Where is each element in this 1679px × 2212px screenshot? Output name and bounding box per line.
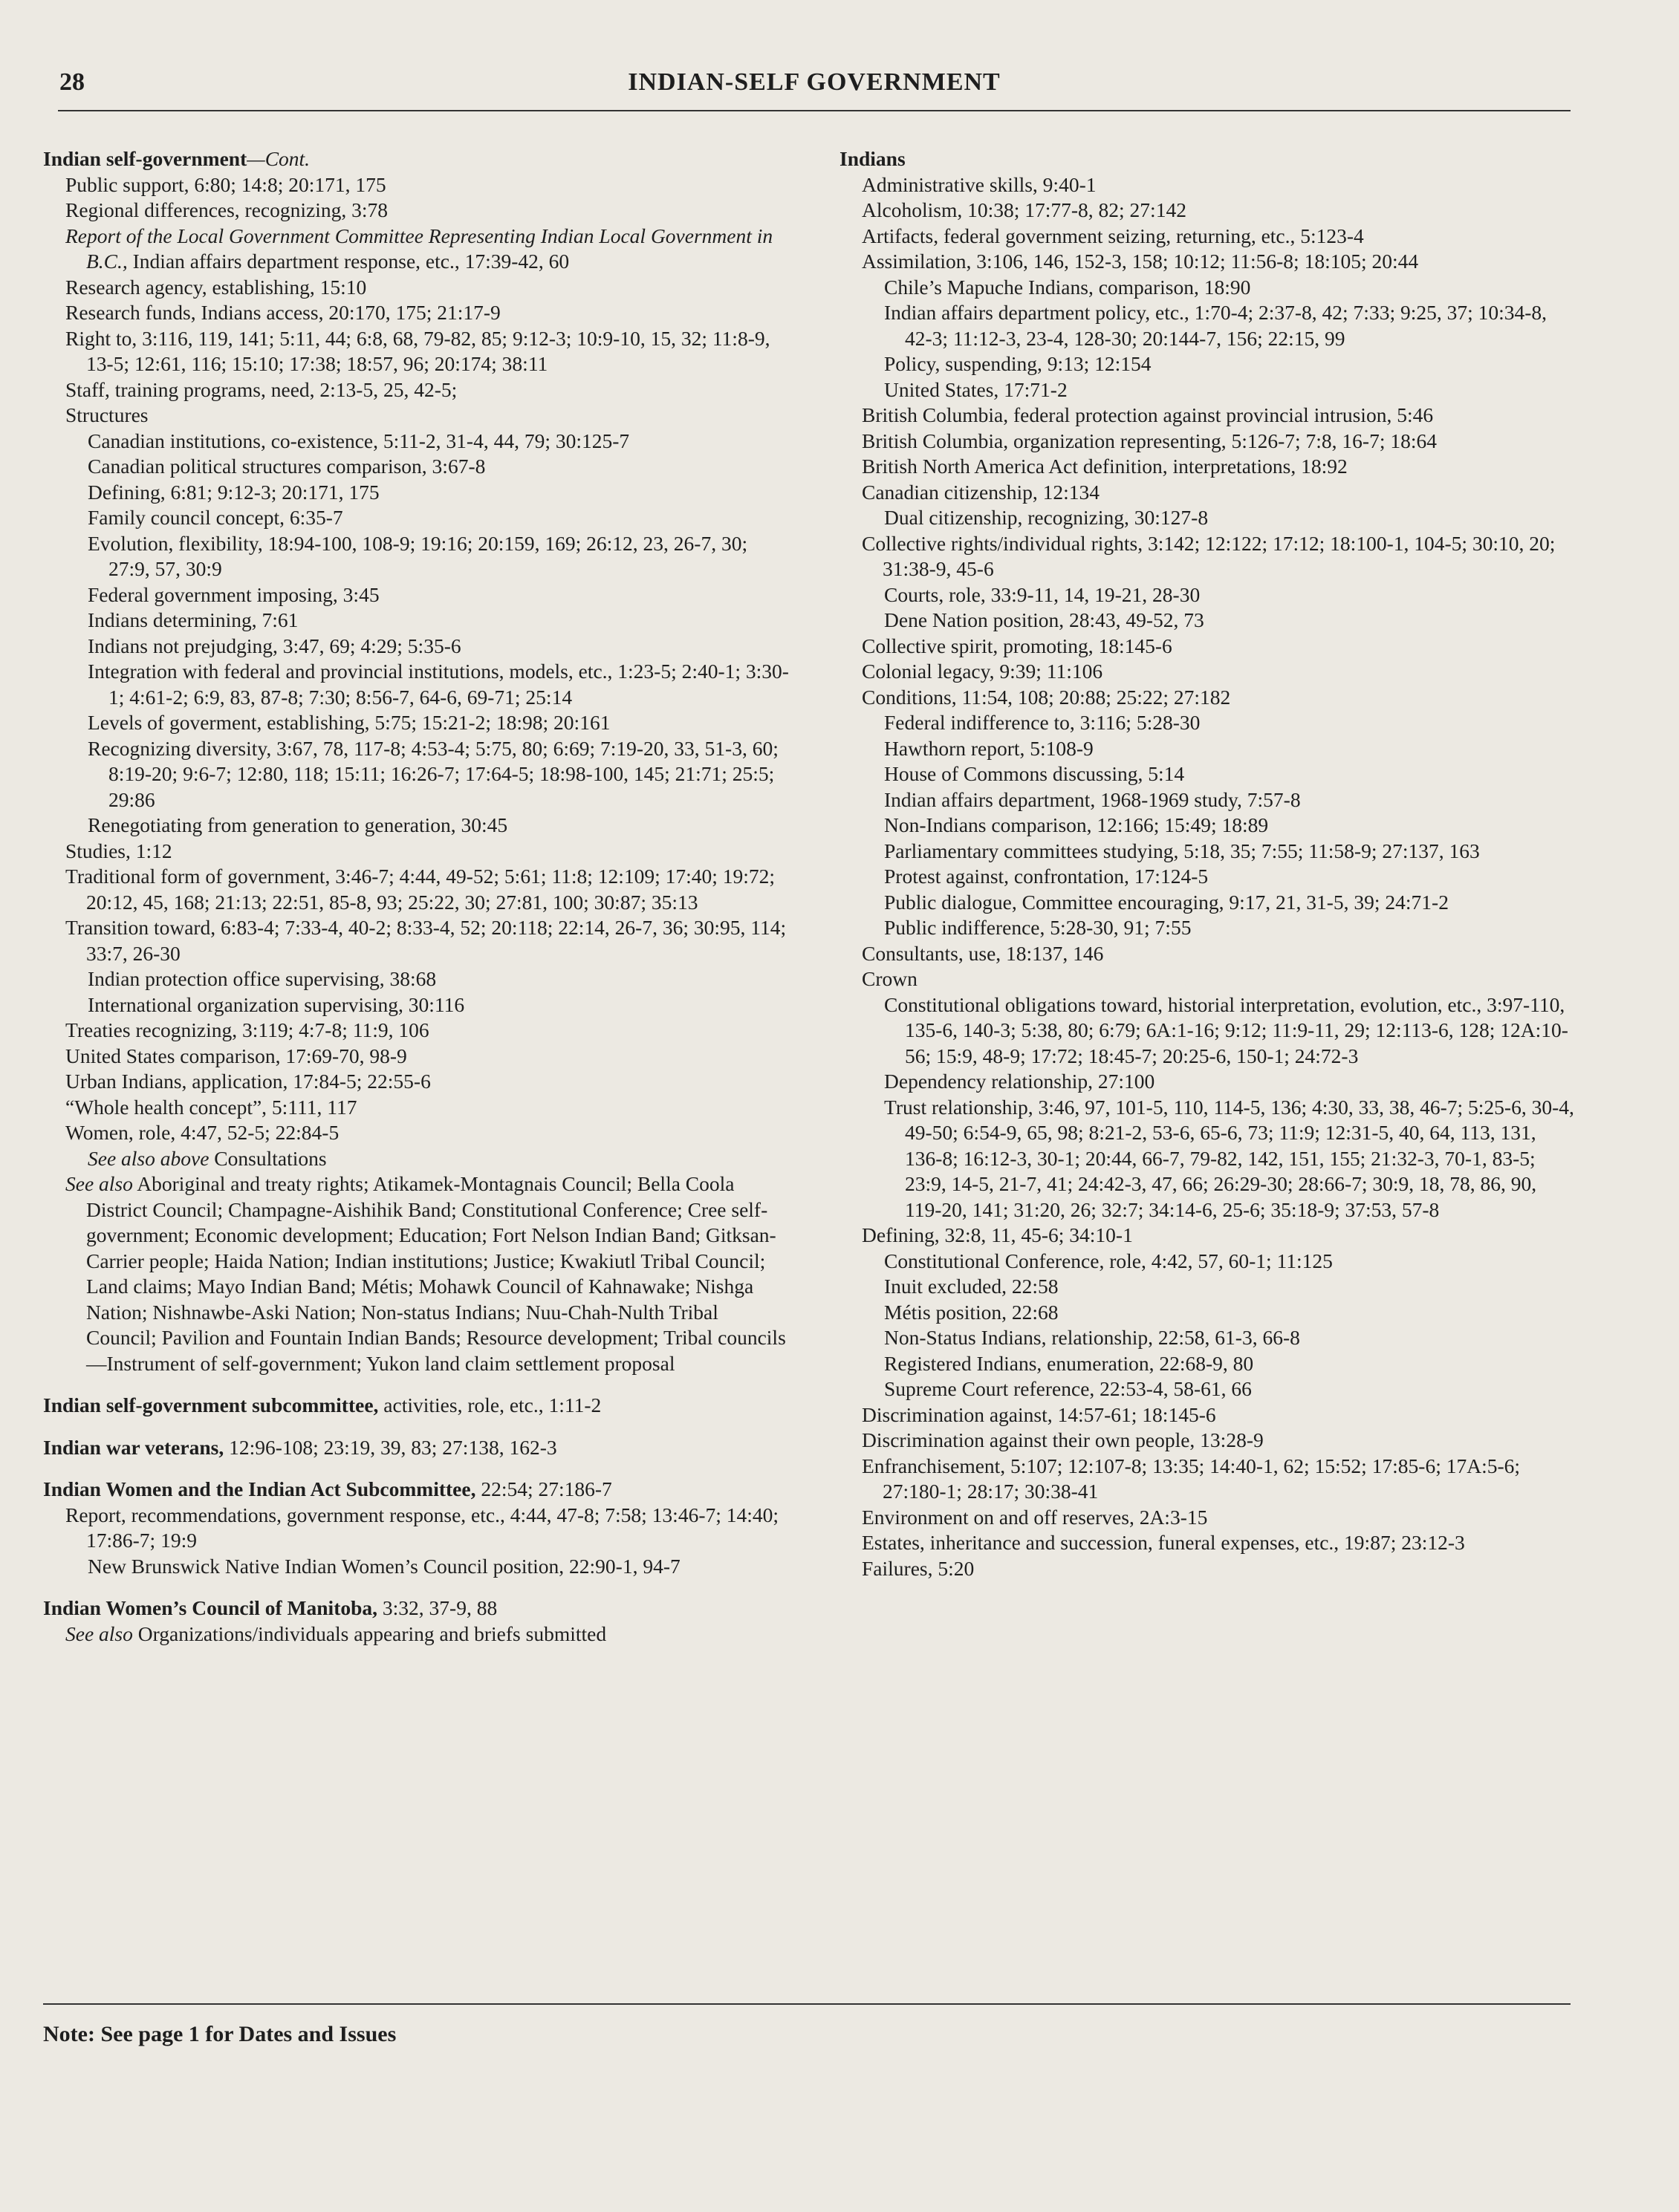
index-entry (839, 685, 1575, 711)
entry-text: Trust relationship, 3:46, 97, 101-5, 110, 114-5, 136; 4:30, 33, 38, 46-7; 5:25-6, 30-4, 49-50; 6:54-9, 65, 98; 8:21-2, 53-6, 65-6, 73; 11:9; 12:31-5, 40, 64, 113, 131, 136-8; 16:12-3, 30-1; 20:44, 66-7, 79-82, 142, 151, 155; 21:32-3, 70-1, 83-5; 23:9, 14-5, 21-7, 41; 24:42-3, 47, 66; 26:29-30; 28:66-7; 30:9, 18, 78, 86, 90, 119-20, 141; 31:20, 26; 32:7; 34:14-6, 25-6; 35:18-9; 37:53, 57-8 (884, 1095, 1574, 1221)
entry-text: Indians not prejudging, 3:47, 69; 4:29; 5:35-6 (88, 634, 461, 657)
entry-text: New Brunswick Native Indian Women’s Council position, 22:90-1, 94-7 (88, 1554, 681, 1578)
index-entry (839, 172, 1575, 198)
index-entry (839, 351, 1575, 377)
index-entry (839, 941, 1575, 967)
entry-text: Levels of goverment, establishing, 5:75; 15:21-2; 18:98; 20:161 (88, 711, 611, 734)
index-entry (839, 761, 1575, 787)
index-entry (43, 1018, 793, 1044)
index-entry (43, 480, 793, 506)
heading-term: Indian self-government (43, 147, 247, 170)
index-entry (43, 710, 793, 736)
entry-text: Federal government imposing, 3:45 (88, 582, 380, 606)
index-entry (839, 454, 1575, 480)
index-entry (839, 864, 1575, 890)
page-number: 28 (59, 68, 85, 96)
entry-text: Dene Nation position, 28:43, 49-52, 73 (884, 608, 1204, 631)
index-entry (839, 992, 1575, 1070)
index-entry (43, 1146, 793, 1172)
entry-text: International organization supervising, 30:116 (88, 992, 465, 1016)
entry-text: United States, 17:71-2 (884, 377, 1068, 401)
entry-text: Métis position, 22:68 (884, 1300, 1059, 1324)
index-entry (839, 710, 1575, 736)
entry-text: Supreme Court reference, 22:53-4, 58-61, 66 (884, 1377, 1252, 1400)
entry-text: Inuit excluded, 22:58 (884, 1275, 1059, 1298)
index-entry (839, 249, 1575, 275)
entry-text: Indians determining, 7:61 (88, 608, 299, 631)
left-index-column (43, 146, 793, 1647)
entry-text: Constitutional obligations toward, historial interpretation, evolution, etc., 3:97-110, 135-6, 140-3; 5:38, 80; 6:79; 6A:1-16; 9:12; 11:9-11, 29; 12:113-6, 128; 12A:10-56; 15:9, 48-9; 17:72; 18:45-7; 20:25-6, 150-1; 24:72-3 (884, 992, 1568, 1067)
entry-text: Protest against, confrontation, 17:124-5 (884, 865, 1209, 888)
heading-term: Indian self-government subcommittee, (43, 1393, 379, 1416)
index-entry (839, 480, 1575, 506)
index-entry (839, 505, 1575, 531)
entry-text: 22:54; 27:186-7 (475, 1477, 612, 1500)
index-entry (839, 659, 1575, 685)
heading-term: Indian war veterans, (43, 1435, 224, 1459)
entry-text: House of Commons discussing, 5:14 (884, 762, 1185, 785)
index-entry (839, 966, 1575, 992)
right-index-column (839, 146, 1575, 1581)
entry-text: Parliamentary committees studying, 5:18, 35; 7:55; 11:58-9; 27:137, 163 (884, 839, 1480, 862)
index-entry (839, 1402, 1575, 1428)
entry-text: Indian affairs department, 1968-1969 study, 7:57-8 (884, 787, 1301, 811)
index-entry (839, 813, 1575, 839)
index-entry (43, 275, 793, 301)
entry-text: Registered Indians, enumeration, 22:68-9, 80 (884, 1351, 1254, 1375)
index-entry (839, 1223, 1575, 1249)
index-heading (43, 1393, 793, 1419)
entry-text: Indian affairs department policy, etc., 1:70-4; 2:37-8, 42; 7:33; 9:25, 37; 10:34-8, 42-3; 11:12-3, 23-4, 128-30; 20:144-7, 156; 22:15, 99 (884, 301, 1548, 350)
entry-text: Women, role, 4:47, 52-5; 22:84-5 (65, 1121, 340, 1144)
index-entry (839, 1556, 1575, 1582)
index-entry (839, 582, 1575, 608)
entry-text: Evolution, flexibility, 18:94-100, 108-9; 19:16; 20:159, 169; 26:12, 23, 26-7, 30; 27:9, 57, 30:9 (88, 531, 748, 580)
index-entry (43, 659, 793, 710)
entry-text: Regional differences, recognizing, 3:78 (65, 198, 388, 221)
entry-text: Urban Indians, application, 17:84-5; 22:55-6 (65, 1070, 431, 1093)
entry-text: United States comparison, 17:69-70, 98-9 (65, 1044, 407, 1067)
index-entry (43, 864, 793, 915)
entry-text: Crown (862, 967, 918, 990)
index-entry (43, 966, 793, 992)
index-entry (839, 300, 1575, 351)
entry-text: Defining, 32:8, 11, 45-6; 34:10-1 (862, 1223, 1133, 1246)
heading-continuation: —Cont. (247, 147, 311, 170)
entry-text: Dual citizenship, recognizing, 30:127-8 (884, 506, 1209, 529)
index-entry (839, 1505, 1575, 1531)
entry-text: Discrimination against their own people, 13:28-9 (862, 1428, 1264, 1451)
entry-text: Studies, 1:12 (65, 839, 172, 862)
index-entry (839, 1249, 1575, 1275)
index-entry (839, 890, 1575, 916)
index-entry (839, 275, 1575, 301)
index-entry (839, 1530, 1575, 1556)
index-entry (839, 608, 1575, 634)
index-entry (839, 915, 1575, 941)
entry-text: Canadian citizenship, 12:134 (862, 480, 1100, 504)
entry-text: Hawthorn report, 5:108-9 (884, 736, 1094, 760)
entry-text: Public indifference, 5:28-30, 91; 7:55 (884, 916, 1192, 939)
entry-text: Collective spirit, promoting, 18:145-6 (862, 634, 1172, 657)
index-entry (43, 608, 793, 634)
index-entry (839, 1095, 1575, 1223)
entry-text: Consultants, use, 18:137, 146 (862, 941, 1104, 965)
index-entry (839, 787, 1575, 813)
entry-text: Non-Status Indians, relationship, 22:58, 61-3, 66-8 (884, 1326, 1300, 1349)
index-entry (839, 736, 1575, 762)
entry-text: Canadian institutions, co-existence, 5:11-2, 31-4, 44, 79; 30:125-7 (88, 429, 630, 452)
index-entry (43, 377, 793, 403)
index-entry (839, 1454, 1575, 1505)
entry-text: Public dialogue, Committee encouraging, 9:17, 21, 31-5, 39; 24:71-2 (884, 890, 1449, 914)
heading-term: Indian Women’s Council of Manitoba, (43, 1596, 378, 1619)
entry-text: Aboriginal and treaty rights; Atikamek-Montagnais Council; Bella Coola District Council; Champagne-Aishihik Band; Constitutional Conference; Cree self-government; Economic development; Education; Fort Nelson Indian Band; Gitksan-Carrier people; Haida Nation; Indian institutions; Justice; Kwakiutl Tribal Council; Land claims; Mayo Indian Band; Métis; Mohawk Council of Kahnawake; Nishga Nation; Nishnawbe-Aski Nation; Non-status Indians; Nuu-Chah-Nulth Tribal Council; Pavilion and Fountain Indian Bands; Resource development; Tribal councils —Instrument of self-government; Yukon land claim settlement proposal (86, 1172, 786, 1375)
index-entry (839, 1300, 1575, 1326)
index-entry (43, 582, 793, 608)
index-entry (43, 1044, 793, 1070)
index-entry (839, 1069, 1575, 1095)
index-entry (43, 198, 793, 224)
entry-text: Traditional form of government, 3:46-7; 4:44, 49-52; 5:61; 11:8; 12:109; 17:40; 19:72; 20:12, 45, 168; 21:13; 22:51, 85-8, 93; 25:22, 30; 27:81, 100; 30:87; 35:13 (65, 865, 776, 914)
index-entry (839, 634, 1575, 660)
index-entry (43, 1095, 793, 1121)
entry-text: British North America Act definition, interpretations, 18:92 (862, 455, 1348, 478)
entry-text: Family council concept, 6:35-7 (88, 506, 343, 529)
entry-text: Colonial legacy, 9:39; 11:106 (862, 660, 1103, 683)
index-heading (43, 1477, 793, 1503)
entry-text: Indian protection office supervising, 38:68 (88, 967, 437, 990)
index-heading (43, 146, 793, 172)
entry-text: Indian affairs department response, etc., 17:39-42, 60 (127, 250, 570, 273)
page-title: INDIAN-SELF GOVERNMENT (628, 68, 1001, 96)
index-entry (839, 1428, 1575, 1454)
entry-text: Research agency, establishing, 15:10 (65, 275, 367, 299)
index-entry (43, 300, 793, 326)
entry-text: Structures (65, 403, 149, 426)
index-entry (839, 1274, 1575, 1300)
index-entry (43, 634, 793, 660)
entry-text: British Columbia, organization representing, 5:126-7; 7:8, 16-7; 18:64 (862, 429, 1437, 452)
index-entry (43, 915, 793, 966)
index-entry (43, 839, 793, 865)
italic-reference: See also (65, 1621, 133, 1645)
entry-text: Treaties recognizing, 3:119; 4:7-8; 11:9, 106 (65, 1018, 429, 1041)
italic-reference: Report of the Local Government Committee Representing Indian Local Government in B.C., (65, 224, 773, 273)
entry-text: Renegotiating from generation to generation, 30:45 (88, 813, 508, 836)
index-entry (839, 377, 1575, 403)
entry-text: Conditions, 11:54, 108; 20:88; 25:22; 27:182 (862, 685, 1231, 709)
index-entry (43, 736, 793, 813)
index-entry (43, 1171, 793, 1376)
entry-text: Assimilation, 3:106, 146, 152-3, 158; 10:12; 11:56-8; 18:105; 20:44 (862, 250, 1419, 273)
entry-text: Defining, 6:81; 9:12-3; 20:171, 175 (88, 480, 380, 504)
heading-term: Indian Women and the Indian Act Subcommittee, (43, 1477, 476, 1500)
entry-text: Right to, 3:116, 119, 141; 5:11, 44; 6:8, 68, 79-82, 85; 9:12-3; 10:9-10, 15, 32; 11:8-9, 13-5; 12:61, 116; 15:10; 17:38; 18:57, 96; 20:174; 38:11 (65, 326, 770, 375)
index-entry (839, 224, 1575, 250)
index-entry (43, 172, 793, 198)
index-entry (839, 403, 1575, 429)
footer-rule (43, 2003, 1571, 2005)
entry-text: Collective rights/individual rights, 3:142; 12:122; 17:12; 18:100-1, 104-5; 30:10, 20; 31:38-9, 45-6 (862, 531, 1556, 580)
entry-text: 12:96-108; 23:19, 39, 83; 27:138, 162-3 (224, 1435, 557, 1459)
index-entry (839, 531, 1575, 582)
entry-text: “Whole health concept”, 5:111, 117 (65, 1095, 357, 1119)
index-entry (839, 198, 1575, 224)
index-entry (43, 505, 793, 531)
index-entry (43, 1069, 793, 1095)
footer-note: Note: See page 1 for Dates and Issues (43, 2022, 397, 2046)
page-header (58, 68, 1571, 111)
italic-reference: See also above (88, 1146, 210, 1170)
index-entry (43, 326, 793, 377)
index-entry (43, 992, 793, 1018)
entry-text: Estates, inheritance and succession, funeral expenses, etc., 19:87; 23:12-3 (862, 1531, 1465, 1554)
index-entry (43, 1503, 793, 1554)
entry-text: Dependency relationship, 27:100 (884, 1070, 1155, 1093)
entry-text: Environment on and off reserves, 2A:3-15 (862, 1505, 1208, 1529)
entry-text: 3:32, 37-9, 88 (377, 1596, 498, 1619)
entry-text: Courts, role, 33:9-11, 14, 19-21, 28-30 (884, 582, 1201, 606)
entry-text: British Columbia, federal protection against provincial intrusion, 5:46 (862, 403, 1434, 426)
entry-text: Public support, 6:80; 14:8; 20:171, 175 (65, 172, 386, 196)
index-entry (43, 1554, 793, 1580)
index-entry (839, 839, 1575, 865)
index-entry (43, 454, 793, 480)
entry-text: Policy, suspending, 9:13; 12:154 (884, 352, 1152, 375)
entry-text: Alcoholism, 10:38; 17:77-8, 82; 27:142 (862, 198, 1186, 221)
entry-text: Recognizing diversity, 3:67, 78, 117-8; 4:53-4; 5:75, 80; 6:69; 7:19-20, 33, 51-3, 60; 8:19-20; 9:6-7; 12:80, 118; 15:11; 16:26-7; 17:64-5; 18:98-100, 145; 21:71; 25:5; 29:86 (88, 736, 779, 811)
entry-text: activities, role, etc., 1:11-2 (378, 1393, 602, 1416)
index-entry (43, 224, 793, 275)
entry-text: Discrimination against, 14:57-61; 18:145-6 (862, 1402, 1216, 1426)
entry-text: Integration with federal and provincial institutions, models, etc., 1:23-5; 2:40-1; 3:30-1; 4:61-2; 6:9, 83, 87-8; 7:30; 8:56-7, 64-6, 69-71; 25:14 (88, 660, 789, 709)
index-entry (839, 429, 1575, 455)
index-entry (839, 1351, 1575, 1377)
index-entry (43, 1621, 793, 1647)
index-entry (839, 1325, 1575, 1351)
index-entry (43, 531, 793, 582)
entry-text: Canadian political structures comparison, 3:67-8 (88, 455, 486, 478)
entry-text: Chile’s Mapuche Indians, comparison, 18:90 (884, 275, 1251, 299)
entry-text: Artifacts, federal government seizing, returning, etc., 5:123-4 (862, 224, 1364, 247)
entry-text: Transition toward, 6:83-4; 7:33-4, 40-2; 8:33-4, 52; 20:118; 22:14, 26-7, 36; 30:95, 114; 33:7, 26-30 (65, 916, 787, 965)
entry-text: Constitutional Conference, role, 4:42, 57, 60-1; 11:125 (884, 1249, 1333, 1272)
entry-text: Administrative skills, 9:40-1 (862, 172, 1097, 196)
entry-text: Staff, training programs, need, 2:13-5, 25, 42-5; (65, 377, 458, 401)
entry-text: Enfranchisement, 5:107; 12:107-8; 13:35; 14:40-1, 62; 15:52; 17:85-6; 17A:5-6; 27:180-1; 28:17; 30:38-41 (862, 1454, 1521, 1503)
entry-text: Organizations/individuals appearing and briefs submitted (132, 1621, 607, 1645)
entry-text: Research funds, Indians access, 20:170, 175; 21:17-9 (65, 301, 501, 324)
entry-text: Non-Indians comparison, 12:166; 15:49; 18:89 (884, 813, 1269, 836)
entry-text: Consultations (209, 1146, 327, 1170)
entry-text: Report, recommendations, government response, etc., 4:44, 47-8; 7:58; 13:46-7; 14:40; 17:86-7; 19:9 (65, 1503, 779, 1552)
heading-term: Indians (839, 147, 906, 170)
index-entry (43, 813, 793, 839)
index-heading (43, 1595, 793, 1621)
index-entry (43, 1120, 793, 1146)
italic-reference: See also (65, 1172, 133, 1195)
index-entry (839, 1376, 1575, 1402)
index-entry (43, 403, 793, 429)
entry-text: Federal indifference to, 3:116; 5:28-30 (884, 711, 1201, 734)
entry-text: Failures, 5:20 (862, 1556, 975, 1580)
index-heading (43, 1435, 793, 1461)
index-heading (839, 146, 1575, 172)
index-entry (43, 429, 793, 455)
